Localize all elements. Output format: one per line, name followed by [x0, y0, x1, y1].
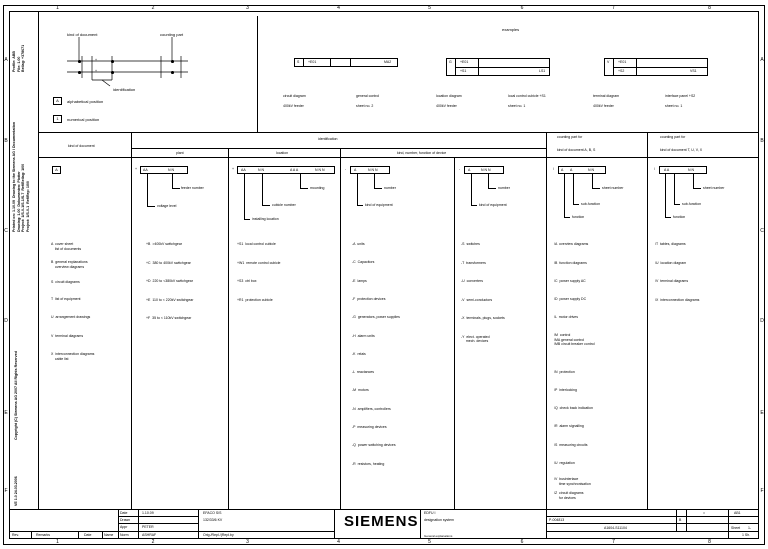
list-item: -P measuring devices: [352, 425, 387, 429]
list-item: /A overview diagrams: [554, 242, 589, 246]
row-letter: F: [760, 488, 764, 494]
pattern-lead: [564, 217, 570, 218]
tb-project-1: EFACO S/S: [203, 511, 222, 515]
pattern-code: A: [561, 168, 564, 172]
pattern-lead: [147, 206, 155, 207]
tb-line: [420, 509, 421, 539]
col-num: 4: [337, 539, 340, 545]
pattern-code: N N N: [481, 168, 491, 172]
num-position-text: numerical position: [67, 117, 100, 122]
example-label: terminal diagram: [593, 94, 620, 98]
col-num: 7: [612, 5, 615, 11]
list-item: /Z circuit diagrams for devices: [554, 491, 584, 500]
pattern-lead: [147, 174, 148, 206]
list-item: -L reactances: [352, 370, 375, 375]
list-item: V terminal diagrams: [51, 334, 84, 338]
example-right: VS1: [690, 69, 697, 73]
pattern-lead: [374, 174, 375, 188]
col-num: 6: [520, 5, 524, 11]
tb-line: [334, 509, 335, 539]
col-num: 6: [520, 539, 524, 545]
example-kind: S: [297, 60, 300, 64]
kind-pattern-box: A: [52, 166, 61, 174]
list-item: /L motor drives: [554, 315, 578, 319]
pattern-label-subfunction: sub-function: [581, 202, 601, 206]
legend-identification-label: identification: [113, 87, 136, 92]
example-label: location diagram: [436, 94, 462, 98]
list-item: /D power supply DC: [554, 297, 587, 301]
pattern-label-installing: installing location: [252, 217, 279, 221]
list-item: /U regulation: [554, 461, 575, 465]
list-item: +E 110 to < 220kV switchgear: [146, 297, 194, 302]
tb-appr: PETER: [142, 525, 154, 529]
legend-dot: [78, 71, 81, 74]
pattern-label-mounting: mounting: [310, 186, 325, 190]
tb-date: 1.10.09: [142, 511, 154, 515]
pattern-code: A: [468, 168, 471, 172]
pattern-code: N N: [258, 168, 265, 172]
table-header-line: [38, 157, 759, 158]
list-item: U arrangement drawings: [51, 315, 91, 319]
tb-appr-label: Appr: [120, 525, 128, 529]
pattern-lead: [262, 205, 270, 206]
list-item: -X terminals, plugs, sockets: [461, 316, 505, 320]
pattern-lead: [244, 174, 245, 219]
pattern-label-number: number: [384, 186, 396, 190]
tb-line: [138, 509, 139, 539]
col-num: 3: [246, 539, 249, 545]
tb-doc-title-1: EDFU I: [424, 511, 436, 515]
pattern-lead: [573, 204, 579, 205]
list-item: -G generators, power supplies: [352, 315, 400, 320]
row-letter: F: [4, 488, 8, 494]
tb-line: [118, 516, 198, 517]
pattern-lead: [374, 188, 382, 189]
list-item: -C Capacitors: [352, 260, 375, 265]
table-subheader-line: [131, 148, 546, 149]
pattern-lead: [693, 174, 694, 188]
vertical-note-1: Profile: ABB File: 1.00 Beilag: +378671: [12, 44, 25, 72]
col-divider: [340, 148, 341, 509]
pattern-sign: +: [232, 167, 235, 171]
list-item: -K relais: [352, 351, 366, 356]
example-sub2: sheet no. 1: [665, 104, 683, 108]
example-sub: 400kV feeder: [436, 104, 457, 108]
example-value: +E01: [618, 60, 627, 64]
pattern-label-voltage: voltage level: [157, 204, 177, 208]
legend-counting-label: counting part: [160, 32, 184, 37]
col-num: 8: [708, 5, 711, 11]
example-label2: interface panel +S2: [665, 94, 696, 98]
legend-kind-label: kind of document: [67, 32, 98, 37]
header-identification: identification: [318, 137, 338, 141]
list-item: /T tables, diagrams: [655, 242, 686, 246]
list-item: /M control /MA general control /MB circuit breaker control: [554, 333, 595, 346]
col-num: 1: [56, 5, 59, 11]
pattern-code: N N: [688, 168, 695, 172]
pattern-lead: [693, 188, 701, 189]
list-item: +B >400kV switchgear: [146, 242, 182, 246]
list-item: -Q power switching devices: [352, 443, 396, 448]
examples-title: examples: [502, 27, 520, 32]
example-divider: [350, 58, 351, 67]
list-item: -V semi-conductors: [461, 297, 493, 302]
header-location: location: [276, 151, 289, 155]
col-num: 2: [151, 5, 155, 11]
pattern-box: [558, 166, 606, 174]
col-num: 1: [56, 539, 59, 545]
tb-b: B: [679, 518, 682, 522]
header-counting-tuvx: counting part for: [660, 135, 686, 139]
tb-eq: =: [703, 511, 706, 515]
list-item: -E lamps: [352, 278, 367, 283]
list-item: -S switches: [461, 242, 480, 246]
tb-line: [686, 509, 687, 531]
list-item: +F 35 to < 110kV switchgear: [146, 316, 192, 320]
header-counting-abs: counting part for: [557, 135, 583, 139]
col-num: 8: [708, 539, 711, 545]
pattern-code: AA: [241, 168, 246, 172]
pattern-code: A: [354, 168, 357, 172]
tb-sheet: 1-: [748, 526, 752, 530]
pattern-label-function: function: [673, 215, 686, 219]
legend-dot: [111, 71, 114, 74]
list-item: +S3 ctrl box: [237, 279, 257, 283]
col-num: 4: [337, 5, 340, 11]
legend-sign: +: [95, 58, 98, 62]
list-item: /V busintertace time synchronisation: [554, 477, 591, 486]
col-num: 5: [428, 5, 431, 11]
col-num: 5: [428, 539, 431, 545]
tb-remarks-label: Remarks: [36, 533, 51, 537]
num-position-box: 1: [53, 115, 62, 123]
pattern-label-kind-equipment: kind of equipment: [479, 203, 507, 207]
pattern-code: A: [570, 168, 573, 172]
tb-doc-sub: General explanations: [424, 534, 453, 538]
pattern-lead: [488, 188, 496, 189]
tb-line: [676, 509, 677, 531]
col-divider: [647, 132, 648, 509]
example-label2: general control: [356, 94, 380, 98]
row-letter: B: [760, 138, 764, 144]
pattern-lead: [172, 188, 180, 189]
alpha-position-box: A: [53, 97, 62, 105]
list-item: -F protection devices: [352, 296, 386, 301]
list-item: -M motors: [352, 388, 369, 393]
header-kind-of-document: kind of document: [68, 144, 95, 148]
pattern-lead: [573, 174, 574, 204]
pattern-sign: +: [135, 167, 138, 171]
example-label: circuit diagram: [283, 94, 306, 98]
example-divider: [455, 67, 550, 68]
list-item: /Q check back indication: [554, 406, 593, 410]
list-item: /N protection: [554, 370, 575, 374]
tb-line: [198, 509, 199, 539]
list-item: X interconnection diagrams cable list: [51, 352, 95, 361]
example-value2: +S2: [618, 69, 625, 73]
tb-line: [102, 531, 103, 539]
tb-drawn-label: Drawn: [120, 518, 131, 522]
row-letter: C: [760, 228, 764, 234]
example-sub: 400kV feeder: [593, 104, 614, 108]
tb-project-2: 132/33/6 KV: [203, 518, 223, 522]
list-item: /P interlocking: [554, 388, 577, 392]
list-item: -U converters: [461, 279, 483, 283]
example-sub2: sheet no. 1: [508, 104, 526, 108]
row-letter: D: [760, 318, 764, 324]
tb-line: [118, 509, 119, 539]
tb-doc-title-2: designation system: [424, 518, 454, 522]
example-right: MA2: [384, 60, 392, 64]
pattern-label-function: function: [572, 215, 585, 219]
pattern-code: AA: [143, 168, 148, 172]
col-divider: [228, 148, 229, 509]
list-item: +R1 protection cubicle: [237, 297, 273, 302]
pattern-sign: -: [459, 167, 461, 171]
list-item: A cover sheet list of documents: [51, 242, 82, 251]
pattern-lead: [592, 174, 593, 188]
list-item: /C power supply AC: [554, 279, 586, 283]
pattern-label-feeder: feeder number: [181, 186, 204, 190]
tb-line: [9, 509, 759, 510]
list-item: /V terminal diagrams: [655, 279, 689, 283]
header-counting-tuvx-2: kind of document T, U, V, X: [660, 148, 703, 152]
vertical-copyright: Copyright (C) Siemens AG 2007 All Rights Reserved: [14, 351, 18, 440]
row-letter: E: [4, 410, 8, 416]
row-letter: A: [760, 57, 764, 63]
tb-line: [31, 531, 32, 539]
tb-doc-no: P-004813: [549, 518, 565, 522]
list-item: /S measuring circuits: [554, 443, 588, 447]
header-plant: plant: [176, 151, 184, 155]
pattern-sign: /: [553, 167, 554, 171]
tb-sheet-label: Sheet: [731, 526, 741, 530]
col-num: 3: [246, 5, 249, 11]
pattern-lead: [262, 174, 263, 205]
row-letter: D: [4, 318, 8, 324]
tb-sh: 1 Sh.: [742, 533, 751, 537]
legend-dot: [171, 71, 174, 74]
row-letter: C: [4, 228, 8, 234]
example-sub2: sheet no. 2: [356, 104, 374, 108]
list-item: +S1 local control cubicle: [237, 242, 276, 246]
col-divider: [454, 157, 455, 509]
example-kind: V: [607, 60, 610, 64]
example-sub: 400kV feeder: [283, 104, 304, 108]
row-letter: B: [4, 138, 8, 144]
pattern-lead: [357, 205, 363, 206]
list-item: -R resistors, heating: [352, 461, 385, 466]
example-divider: [330, 58, 331, 67]
example-kind: G: [449, 60, 452, 64]
vertical-version: VE 1.0 24.03.2006: [14, 476, 18, 506]
example-right: LS1: [539, 69, 546, 73]
pattern-label-sheet: sheet number: [602, 186, 624, 190]
pattern-lead: [592, 188, 600, 189]
legend-sign: +: [95, 69, 98, 73]
example-value: +E01: [308, 60, 317, 64]
list-item: T list of equipment: [51, 297, 81, 301]
example-value: +E01: [460, 60, 469, 64]
tb-rev-label: Rev.: [12, 533, 19, 537]
legend-dot: [111, 60, 114, 63]
list-item: S circuit diagrams: [51, 280, 80, 284]
list-item: -A units: [352, 242, 365, 246]
alpha-position-text: alphabetical position: [67, 99, 104, 104]
list-item: B general explanations overview diagrams: [51, 260, 88, 269]
pattern-code: N N: [588, 168, 595, 172]
example-divider: [303, 58, 304, 67]
pattern-lead: [665, 217, 671, 218]
pattern-lead: [674, 174, 675, 204]
pattern-sign: -: [345, 167, 347, 171]
list-item: /R alarm signalling: [554, 424, 584, 428]
list-item: /U location diagram: [655, 260, 687, 265]
pattern-code: N N N: [368, 168, 378, 172]
col-num: 2: [151, 539, 155, 545]
tb-line: [118, 523, 198, 524]
tb-norm: ASHRAF: [142, 533, 157, 537]
pattern-sign: /: [654, 167, 655, 171]
legend-dot: [78, 60, 81, 63]
row-letter: E: [760, 410, 764, 416]
tb-line: [728, 509, 729, 539]
tb-ab: AB1: [734, 511, 741, 515]
tb-date2-label: Date: [84, 533, 92, 537]
pattern-lead: [665, 174, 666, 217]
list-item: -H alarm units: [352, 333, 375, 338]
col-divider: [546, 132, 547, 509]
pattern-code: A A A: [290, 168, 299, 172]
pattern-lead: [471, 205, 477, 206]
list-item: +W1 remote control cubicle: [237, 260, 281, 265]
example-label2: local control cubicle +S1: [508, 94, 546, 98]
example-value2: +S1: [460, 69, 467, 73]
example-divider: [613, 67, 708, 68]
pattern-lead: [674, 204, 680, 205]
pattern-lead: [357, 174, 358, 205]
pattern-lead: [172, 174, 173, 188]
pattern-lead: [300, 188, 308, 189]
list-item: /X interconnection diagrams: [655, 297, 700, 302]
row-letter: A: [4, 57, 8, 63]
pattern-label-number: number: [498, 186, 510, 190]
pattern-label-kind-equipment: kind of equipment: [365, 203, 393, 207]
list-item: +C 380 to 400kV switchgear: [146, 260, 191, 265]
list-item: -T transformers: [461, 260, 486, 265]
vertical-note-2: Printed on: 1.10.09 Drawing to the Siemens AG / Documentation Drawing: 1.00 Dokumenten: Plotter Project: 1/S-0-1/S-1/S-7 Ref/Beilag: 1/00 Project: 1/S-0-1 Ref/Rep: 1/00: [12, 121, 30, 232]
pattern-code: A A: [664, 168, 670, 172]
siemens-logo: SIEMENS: [344, 513, 419, 530]
tb-line: [78, 531, 79, 539]
tb-name-label: Name: [104, 533, 114, 537]
header-counting-abs-2: kind of document A, B, S: [557, 148, 596, 152]
legend-dot: [171, 60, 174, 63]
tb-line: [546, 509, 547, 539]
col-divider: [131, 132, 132, 509]
tb-norm-label: Norm: [120, 533, 129, 537]
pattern-label-sheet: sheet number: [703, 186, 725, 190]
tb-line: [9, 531, 334, 532]
pattern-lead: [300, 174, 301, 188]
list-item: +D 220 to <380kV switchgear: [146, 279, 193, 283]
pattern-lead: [471, 174, 472, 205]
pattern-label-cubicle: cubicle number: [272, 203, 296, 207]
pattern-lead: [244, 219, 250, 220]
pattern-lead: [564, 174, 565, 217]
pattern-code: N N: [168, 168, 175, 172]
tb-date-label: Date: [120, 511, 128, 515]
pattern-code: N N N: [315, 168, 325, 172]
pattern-lead: [488, 174, 489, 188]
col-num: 7: [612, 539, 615, 545]
list-item: /B function diagrams: [554, 261, 587, 265]
list-item: -Y elect. operated mech. devices: [461, 334, 490, 343]
header-kind-number-function: kind, number, function of device: [397, 151, 447, 155]
pattern-label-subfunction: sub-function: [682, 202, 702, 206]
tb-drawing-no: A1604-S11104: [604, 526, 627, 530]
tb-orig: Orig./Repl./(Repl.by: [203, 533, 234, 537]
list-item: -N amplifiers, controllers: [352, 406, 391, 411]
